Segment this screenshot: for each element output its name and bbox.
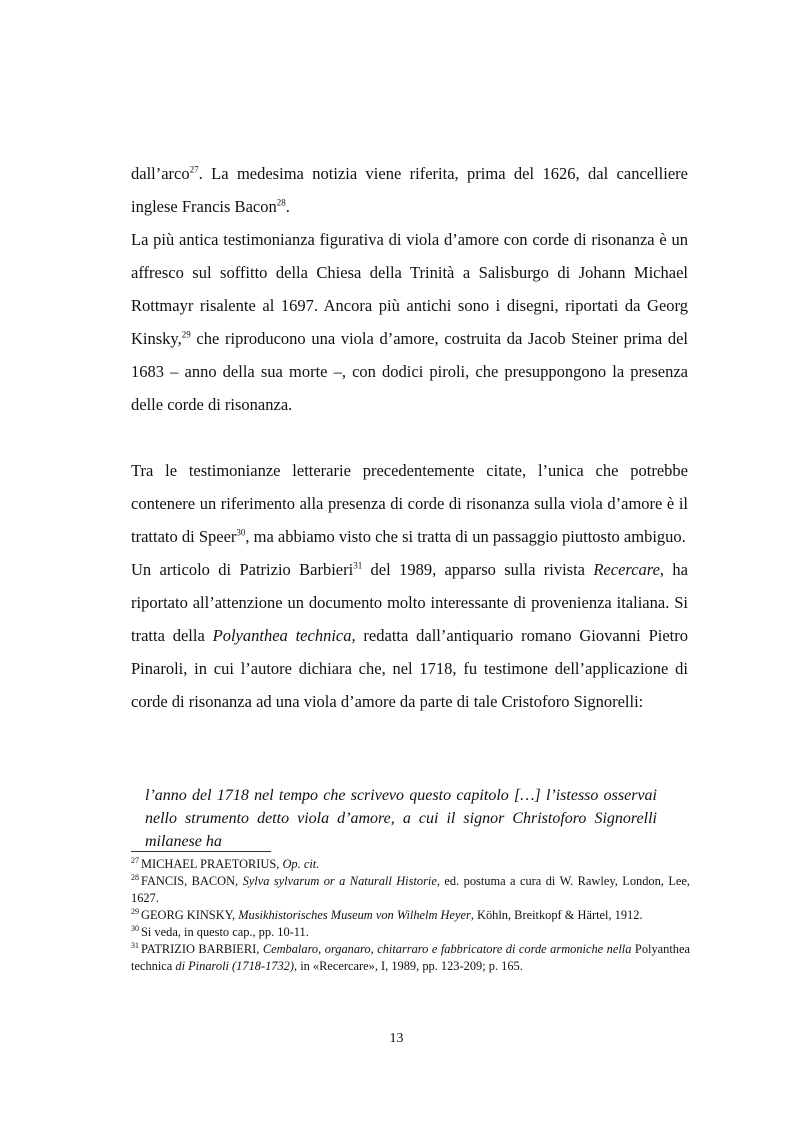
text-run: Un articolo di Patrizio Barbieri [131,560,354,579]
footnote-number: 31 [131,940,139,950]
text-run: in «Recercare», I, 1989, pp. 123-209; p. 165. [297,959,523,973]
footnote-28 [131,873,690,907]
footnotes [131,856,690,975]
page-number: 13 [389,1031,404,1046]
text-run: Si veda, in questo cap., pp. 10-11. [141,925,309,939]
footnote-number: 28 [131,872,139,882]
text-run: redatta dall’antiquario romano Giovanni Pietro Pinaroli, in cui l’autore dichiara che, nel 1718, fu testimone dell’applicazione di corde di risonanza ad una viola d’amore da parte di tale Cristoforo Signorelli: [131,626,688,711]
italic-run: Op. cit. [282,857,320,871]
footnote-number: 30 [131,923,139,933]
footnote-ref-30: 30 [236,527,246,538]
text-run: MICHAEL PRAETORIUS, [141,857,283,871]
text-run: . [285,197,290,216]
footnote-ref-27: 27 [189,164,199,175]
text-run: Polyanthea technica [131,942,690,973]
body-text-top [131,157,688,421]
footnote-ref-29: 29 [181,329,191,340]
work-title: Polyanthea technica, [212,626,356,645]
journal-title: Recercare [593,560,660,579]
text-run: La più antica testimonianza figurativa di viola d’amore con corde di risonanza è un affresco sul soffitto della Chiesa della Trinità a Salisburgo di Johann Michael Rottmayr risalente al 1697. Ancora più antichi sono i disegni, riportati da Georg Kinsky, [131,230,688,348]
footnote-29 [131,907,690,924]
italic-run: Sylva sylvarum or a Naturall Historie [242,874,437,888]
text-run: , ha riportato all’attenzione un documento molto interessante di provenienza italiana. Si tratta della [131,560,688,645]
italic-run: Musikhistorisches Museum von Wilhelm Heyer [238,908,471,922]
footnote-27 [131,856,690,873]
text-run: Tra le testimonianze letterarie precedentemente citate, l’unica che potrebbe contenere un riferimento alla presenza di corde di risonanza sulla viola d’amore è il trattato di Speer [131,461,688,546]
text-run: , Köhln, Breitkopf & Härtel, 1912. [470,908,643,922]
body-text-middle [131,454,688,718]
footnote-31 [131,941,690,975]
text-run: . La medesima notizia viene riferita, prima del 1626, dal cancelliere inglese Francis Bacon [131,164,688,216]
footnote-30 [131,924,690,941]
italic-run: di Pinaroli (1718-1732), [175,959,298,973]
paragraph-2 [131,223,688,421]
text-run: che riproducono una viola d’amore, costruita da Jacob Steiner prima del 1683 – anno della sua morte –, con dodici piroli, che presuppongono la presenza delle corde di risonanza. [131,329,688,414]
text-run: del 1989, apparso sulla rivista [362,560,594,579]
text-run: , ma abbiamo visto che si tratta di un passaggio piuttosto ambiguo. [245,527,686,546]
footnote-divider [131,851,271,852]
footnote-number: 27 [131,855,139,865]
paragraph-4 [131,553,688,718]
text-run: , ed. postuma a cura di W. Rawley, London, Lee, 1627. [131,874,690,905]
footnote-ref-28: 28 [276,197,286,208]
block-quote: l’anno del 1718 nel tempo che scrivevo questo capitolo […] l’istesso osservai nello strumento detto viola d’amore, a cui il signor Christoforo Signorelli milanese ha [145,787,657,850]
text-run: FANCIS, BACON, [141,874,243,888]
paragraph-1 [131,157,688,223]
text-run: dall’arco [131,164,190,183]
paragraph-3 [131,454,688,553]
text-run: PATRIZIO BARBIERI, [141,942,263,956]
footnote-ref-31: 31 [353,560,363,571]
text-run: GEORG KINSKY, [141,908,239,922]
footnote-number: 29 [131,906,139,916]
italic-run: Cembalaro, organaro, chitarraro e fabbricatore di corde armoniche nella [262,942,632,956]
